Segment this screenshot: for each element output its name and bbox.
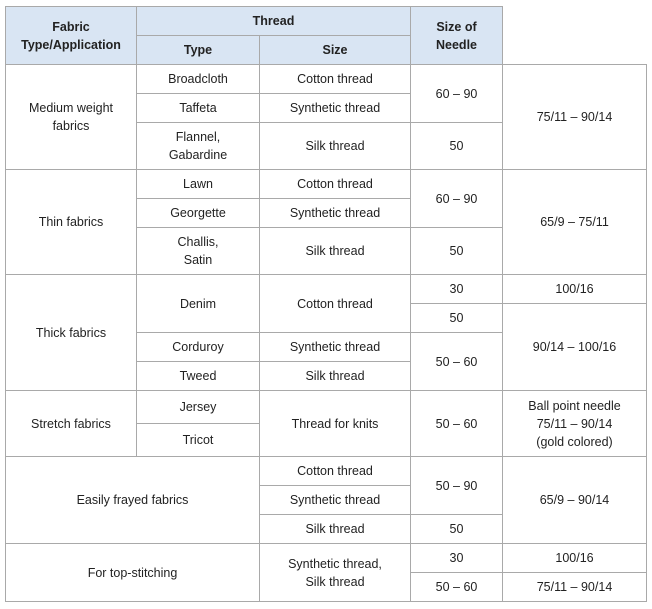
header-thread-size: Size <box>260 36 411 65</box>
thread-type-cell: Synthetic thread <box>260 333 411 362</box>
needle-size-cell: 75/11 – 90/14 <box>503 65 647 170</box>
fabric-cell: Jersey <box>137 391 260 424</box>
fabric-cell <box>137 228 260 275</box>
thread-type-cell: Cotton thread <box>260 65 411 94</box>
thread-size-cell: 30 <box>411 275 503 304</box>
fabric-cell: Georgette <box>137 199 260 228</box>
group-label: Thin fabrics <box>6 170 137 275</box>
fabric-cell: Corduroy <box>137 333 260 362</box>
thread-type-cell: Silk thread <box>260 123 411 170</box>
thread-size-cell: 50 <box>411 123 503 170</box>
group-label: Medium weight fabrics <box>6 65 137 170</box>
table-row <box>6 170 647 199</box>
thread-type-cell <box>260 544 411 602</box>
thread-size-cell: 30 <box>411 544 503 573</box>
thread-type-cell: Silk thread <box>260 228 411 275</box>
header-thread: Thread <box>137 7 411 36</box>
thread-size-cell: 50 – 60 <box>411 573 503 602</box>
needle-line: (gold colored) <box>536 434 613 449</box>
thread-size-cell: 50 – 60 <box>411 333 503 391</box>
thread-type-cell: Cotton thread <box>260 170 411 199</box>
thread-size-cell: 60 – 90 <box>411 170 503 228</box>
fabric-cell: Broadcloth <box>137 65 260 94</box>
thread-size-cell: 50 <box>411 228 503 275</box>
fabric-cell: Lawn <box>137 170 260 199</box>
thread-needle-table <box>5 6 647 602</box>
thread-type-cell: Synthetic thread <box>260 199 411 228</box>
thread-size-cell: 50 – 60 <box>411 391 503 457</box>
group-label: Stretch fabrics <box>6 391 137 457</box>
fabric-line: Challis, <box>177 235 219 249</box>
fabric-line: Flannel, <box>175 130 221 144</box>
group-label: Easily frayed fabrics <box>6 457 260 544</box>
header-fabric-type: Fabric Type/Application <box>6 7 137 65</box>
needle-size-cell: 65/9 – 90/14 <box>503 457 647 544</box>
group-label: Thick fabrics <box>6 275 137 391</box>
thread-type-cell: Synthetic thread <box>260 94 411 123</box>
table-row <box>6 391 647 424</box>
table-row <box>6 275 647 304</box>
needle-size-cell: 100/16 <box>503 544 647 573</box>
thread-size-cell: 50 <box>411 304 503 333</box>
needle-size-cell: 90/14 – 100/16 <box>503 304 647 391</box>
fabric-cell: Tricot <box>137 424 260 457</box>
thread-size-cell: 60 – 90 <box>411 65 503 123</box>
thread-type-cell: Synthetic thread <box>260 486 411 515</box>
table-row <box>6 457 647 486</box>
needle-line: 75/11 – 90/14 <box>536 416 613 431</box>
fabric-cell: Taffeta <box>137 94 260 123</box>
header-thread-type: Type <box>137 36 260 65</box>
needle-size-cell: 75/11 – 90/14 <box>503 573 647 602</box>
table-row <box>6 65 647 94</box>
fabric-line: Gabardine <box>168 148 228 162</box>
thread-type-cell: Cotton thread <box>260 275 411 333</box>
fabric-cell: Denim <box>137 275 260 333</box>
thread-type-cell: Silk thread <box>260 362 411 391</box>
thread-type-line: Silk thread <box>305 574 365 589</box>
thread-type-cell: Cotton thread <box>260 457 411 486</box>
needle-size-cell <box>503 391 647 457</box>
fabric-cell: Tweed <box>137 362 260 391</box>
fabric-cell <box>137 123 260 170</box>
needle-size-cell: 100/16 <box>503 275 647 304</box>
thread-type-line: Synthetic thread, <box>288 556 382 571</box>
thread-type-cell: Silk thread <box>260 515 411 544</box>
thread-size-cell: 50 – 90 <box>411 457 503 515</box>
table-row <box>6 544 647 573</box>
thread-size-cell: 50 <box>411 515 503 544</box>
thread-type-cell: Thread for knits <box>260 391 411 457</box>
header-needle-size: Size of Needle <box>411 7 503 65</box>
fabric-line: Satin <box>183 253 213 267</box>
needle-size-cell: 65/9 – 75/11 <box>503 170 647 275</box>
group-label: For top-stitching <box>6 544 260 602</box>
needle-line: Ball point needle <box>528 398 621 413</box>
